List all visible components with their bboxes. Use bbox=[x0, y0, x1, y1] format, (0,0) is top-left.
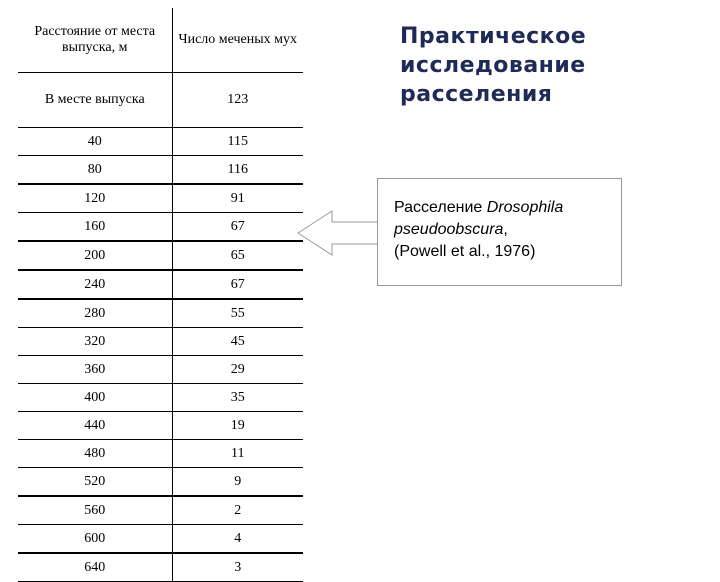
count-cell: 123 bbox=[172, 73, 303, 128]
table-row bbox=[18, 440, 303, 468]
distance-cell: 640 bbox=[18, 553, 172, 582]
table-row bbox=[18, 213, 303, 242]
count-cell: 91 bbox=[172, 184, 303, 213]
distance-cell: В месте выпуска bbox=[18, 73, 172, 128]
table-row bbox=[18, 73, 303, 128]
table-row bbox=[18, 525, 303, 554]
table-row bbox=[18, 299, 303, 328]
distance-cell: 560 bbox=[18, 496, 172, 525]
table-row bbox=[18, 384, 303, 412]
count-cell: 9 bbox=[172, 468, 303, 497]
distance-cell: 240 bbox=[18, 270, 172, 299]
table-row bbox=[18, 156, 303, 185]
count-cell: 19 bbox=[172, 412, 303, 440]
table-row bbox=[18, 328, 303, 356]
count-cell: 2 bbox=[172, 496, 303, 525]
distance-cell: 120 bbox=[18, 184, 172, 213]
count-cell: 115 bbox=[172, 128, 303, 156]
distance-cell: 160 bbox=[18, 213, 172, 242]
count-cell: 116 bbox=[172, 156, 303, 185]
distance-cell: 440 bbox=[18, 412, 172, 440]
distance-cell: 360 bbox=[18, 356, 172, 384]
callout-prefix: Расселение bbox=[394, 199, 487, 216]
data-table-container bbox=[18, 8, 303, 582]
count-cell: 45 bbox=[172, 328, 303, 356]
table-row bbox=[18, 553, 303, 582]
count-cell: 4 bbox=[172, 525, 303, 554]
distance-cell: 480 bbox=[18, 440, 172, 468]
callout-comma: , bbox=[503, 221, 508, 238]
distance-cell: 40 bbox=[18, 128, 172, 156]
slide-title: Практическое исследование расселения bbox=[400, 24, 587, 107]
distance-cell: 280 bbox=[18, 299, 172, 328]
count-cell: 29 bbox=[172, 356, 303, 384]
table-row bbox=[18, 184, 303, 213]
species-name: Drosophila pseudoobscura bbox=[394, 199, 564, 238]
count-cell: 35 bbox=[172, 384, 303, 412]
count-cell: 11 bbox=[172, 440, 303, 468]
count-cell: 67 bbox=[172, 213, 303, 242]
distance-cell: 200 bbox=[18, 241, 172, 270]
table-row bbox=[18, 356, 303, 384]
table-row bbox=[18, 412, 303, 440]
distance-cell: 80 bbox=[18, 156, 172, 185]
distance-cell: 520 bbox=[18, 468, 172, 497]
header-distance: Расстояние от места выпуска, м bbox=[18, 8, 172, 73]
citation-text: (Powell et al., 1976) bbox=[394, 243, 536, 260]
table-row bbox=[18, 496, 303, 525]
count-cell: 55 bbox=[172, 299, 303, 328]
distance-cell: 320 bbox=[18, 328, 172, 356]
table-row bbox=[18, 128, 303, 156]
table-row bbox=[18, 270, 303, 299]
table-row bbox=[18, 468, 303, 497]
header-fly-count: Число меченых мух bbox=[172, 8, 303, 73]
citation-callout bbox=[377, 178, 622, 286]
table-header-row bbox=[18, 8, 303, 73]
table-row bbox=[18, 241, 303, 270]
count-cell: 67 bbox=[172, 270, 303, 299]
dispersal-table bbox=[18, 8, 303, 582]
distance-cell: 600 bbox=[18, 525, 172, 554]
left-arrow-icon bbox=[296, 208, 380, 258]
distance-cell: 400 bbox=[18, 384, 172, 412]
count-cell: 3 bbox=[172, 553, 303, 582]
count-cell: 65 bbox=[172, 241, 303, 270]
